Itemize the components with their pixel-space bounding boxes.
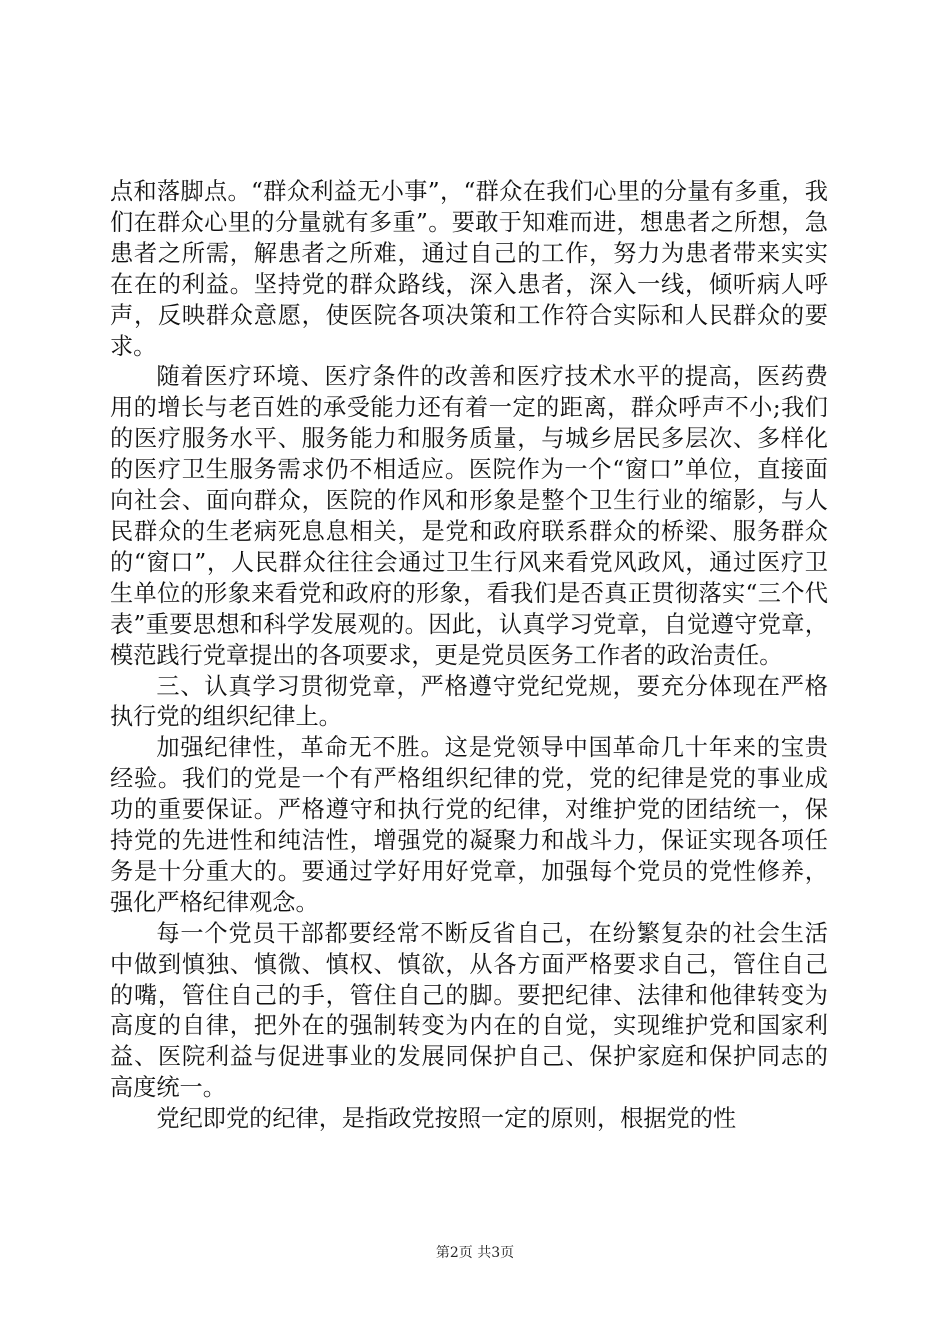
paragraph-self-reflection: 每一个党员干部都要经常不断反省自己，在纷繁复杂的社会生活中做到慎独、慎微、慎权、慎欲，从各方面严格要求自己，管住自己的嘴，管住自己的手，管住自己的脚。要把纪律、法律和他律转变为高度的自律，把外在的强制转变为内在的自觉，实现维护党和国家利益、医院利益与促进事业的发展同保护自己、保护家庭和保护同志的高度统一。	[110, 919, 828, 1102]
paragraph-discipline: 加强纪律性，革命无不胜。这是党领导中国革命几十年来的宝贵经验。我们的党是一个有严格组织纪律的党，党的纪律是党的事业成功的重要保证。严格遵守和执行党的纪律，对维护党的团结统一，保持党的先进性和纯洁性，增强党的凝聚力和战斗力，保证实现各项任务是十分重大的。要通过学好用好党章，加强每个党员的党性修养，强化严格纪律观念。	[110, 734, 828, 916]
section-heading-three: 三、认真学习贯彻党章，严格遵守党纪党规，要充分体现在严格执行党的组织纪律上。	[110, 672, 828, 731]
paragraph-continuation: 点和落脚点。“群众利益无小事”，“群众在我们心里的分量有多重，我们在群众心里的分量就有多重”。要敢于知难而进，想患者之所想，急患者之所需，解患者之所难，通过自己的工作，努力为患者带来实实在在的利益。坚持党的群众路线，深入患者，深入一线，倾听病人呼声，反映群众意愿，使医院各项决策和工作符合实际和人民群众的要求。	[110, 178, 828, 360]
page-footer: 第2页 共3页	[435, 1245, 515, 1261]
paragraph-medical-environment: 随着医疗环境、医疗条件的改善和医疗技术水平的提高，医药费用的增长与老百姓的承受能力还有着一定的距离，群众呼声不小;我们的医疗服务水平、服务能力和服务质量，与城乡居民多层次、多样化的医疗卫生服务需求仍不相适应。医院作为一个“窗口”单位，直接面向社会、面向群众，医院的作风和形象是整个卫生行业的缩影，与人民群众的生老病死息息相关，是党和政府联系群众的桥梁、服务群众的“窗口”，人民群众往往会通过卫生行风来看党风政风，通过医疗卫生单位的形象来看党和政府的形象，看我们是否真正贯彻落实“三个代表”重要思想和科学发展观的。因此，认真学习党章，自觉遵守党章，模范践行党章提出的各项要求，更是党员医务工作者的政治责任。	[110, 363, 828, 669]
document-body	[110, 177, 828, 1135]
paragraph-party-discipline: 党纪即党的纪律，是指政党按照一定的原则，根据党的性	[156, 1105, 737, 1133]
